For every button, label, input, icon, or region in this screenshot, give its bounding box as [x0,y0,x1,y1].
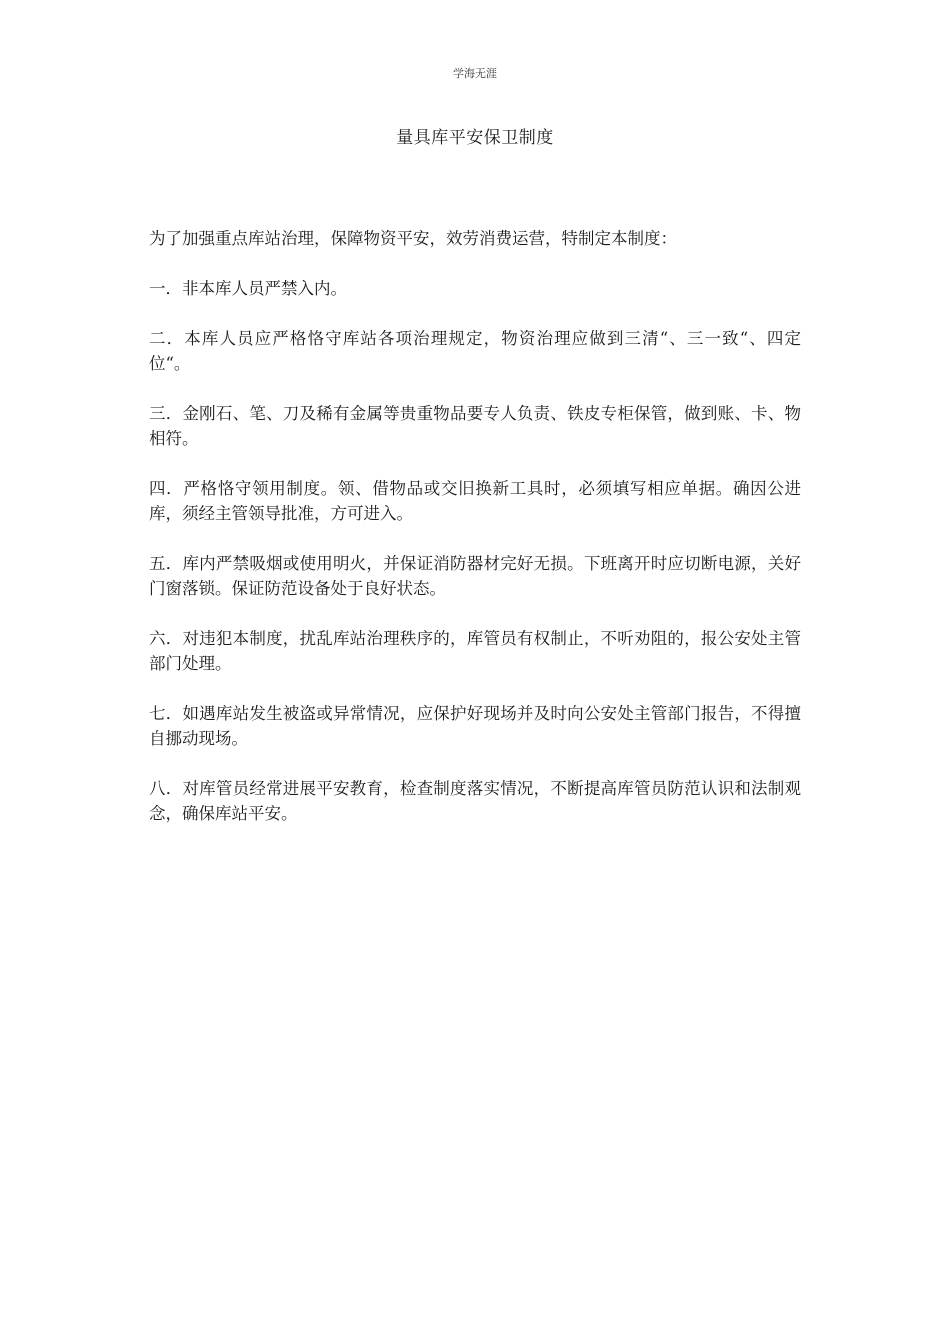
clause-1: 一．非本库人员严禁入内。 [149,279,347,298]
clause-2: 二．本库人员应严格恪守库站各项治理规定，物资治理应做到三清“、三一致“、四定位“。 [149,329,801,373]
page-header: 学海无涯 [453,67,497,80]
clause-8: 八．对库管员经常进展平安教育，检查制度落实情况，不断提高库管员防范认识和法制观念，确保库站平安。 [149,779,801,823]
clause-5: 五．库内严禁吸烟或使用明火，并保证消防器材完好无损。下班离开时应切断电源，关好门窗落锁。保证防范设备处于良好状态。 [149,554,801,598]
clause-3: 三．金刚石、笔、刀及稀有金属等贵重物品要专人负责、铁皮专柜保管，做到账、卡、物相符。 [149,404,801,448]
document-title: 量具库平安保卫制度 [396,128,554,148]
intro-paragraph: 为了加强重点库站治理，保障物资平安，效劳消费运营，特制定本制度： [149,229,677,248]
clause-4: 四．严格恪守领用制度。领、借物品或交旧换新工具时，必须填写相应单据。确因公进库，须经主管领导批准，方可进入。 [149,479,801,523]
clause-6: 六．对违犯本制度，扰乱库站治理秩序的，库管员有权制止，不听劝阻的，报公安处主管部门处理。 [149,629,801,673]
clause-7: 七．如遇库站发生被盗或异常情况，应保护好现场并及时向公安处主管部门报告，不得擅自挪动现场。 [149,704,801,748]
document-body [149,226,801,851]
